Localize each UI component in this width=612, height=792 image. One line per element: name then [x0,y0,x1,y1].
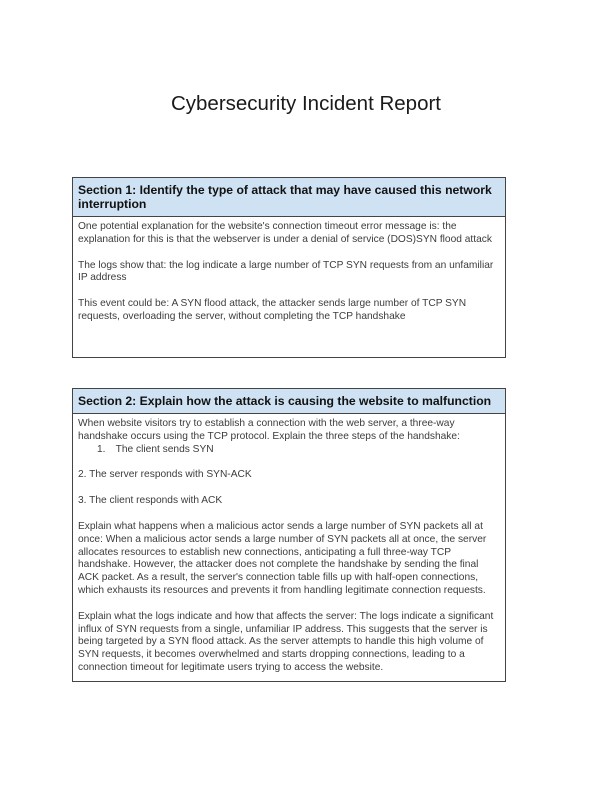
section-1-paragraph-event: This event could be: A SYN flood attack, the attacker sends large number of TCP SYN requests, overloading the server, without completing the TCP handshake [78,298,467,322]
section-1-table [72,177,506,358]
handshake-step-1-number: 1. [97,443,106,455]
section-2-body [73,414,505,675]
section-2-header: Section 2: Explain how the attack is causing the website to malfunction [73,389,505,414]
section-2-table [72,388,506,682]
section-1-header: Section 1: Identify the type of attack that may have caused this network interruption [73,178,505,217]
section-2-logs-explanation: Explain what the logs indicate and how that affects the server: The logs indicate a significant influx of SYN requests from a single, unfamiliar IP address. This suggests that the server is being targeted by a SYN flood attack. As the server attempts to handle this high volume of SYN requests, it becomes overwhelmed and starts dropping connections, leading to a connection timeout for legitimate users trying to access the website. [78,610,494,673]
handshake-step-1-text: The client sends SYN [115,443,214,455]
page-title: Cybersecurity Incident Report [170,92,442,115]
handshake-step-3: 3. The client responds with ACK [78,495,223,507]
handshake-step-1 [78,444,501,457]
section-2-malicious-actor: Explain what happens when a malicious actor sends a large number of SYN packets all at once: When a malicious actor sends a large number of SYN packets all at once, the server allocates resources to establish new connections, anticipating a full three-way TCP handshake. However, the attacker does not complete the handshake by sending the final ACK packet. As a result, the server's connection table fills up with half-open connections, which exhausts its resources and prevents it from handling legitimate connection requests. [78,520,487,596]
handshake-step-2: 2. The server responds with SYN-ACK [78,469,252,481]
section-1-paragraph-explanation: One potential explanation for the website's connection timeout error message is: the explanation for this is that the webserver is under a denial of service (DOS)SYN flood attack [78,221,492,245]
section-1-body [73,217,505,324]
section-2-intro: When website visitors try to establish a connection with the web server, a three-way handshake occurs using the TCP protocol. Explain the three steps of the handshake: [78,418,460,442]
section-1-paragraph-logs: The logs show that: the log indicate a large number of TCP SYN requests from an unfamiliar IP address [78,259,494,284]
